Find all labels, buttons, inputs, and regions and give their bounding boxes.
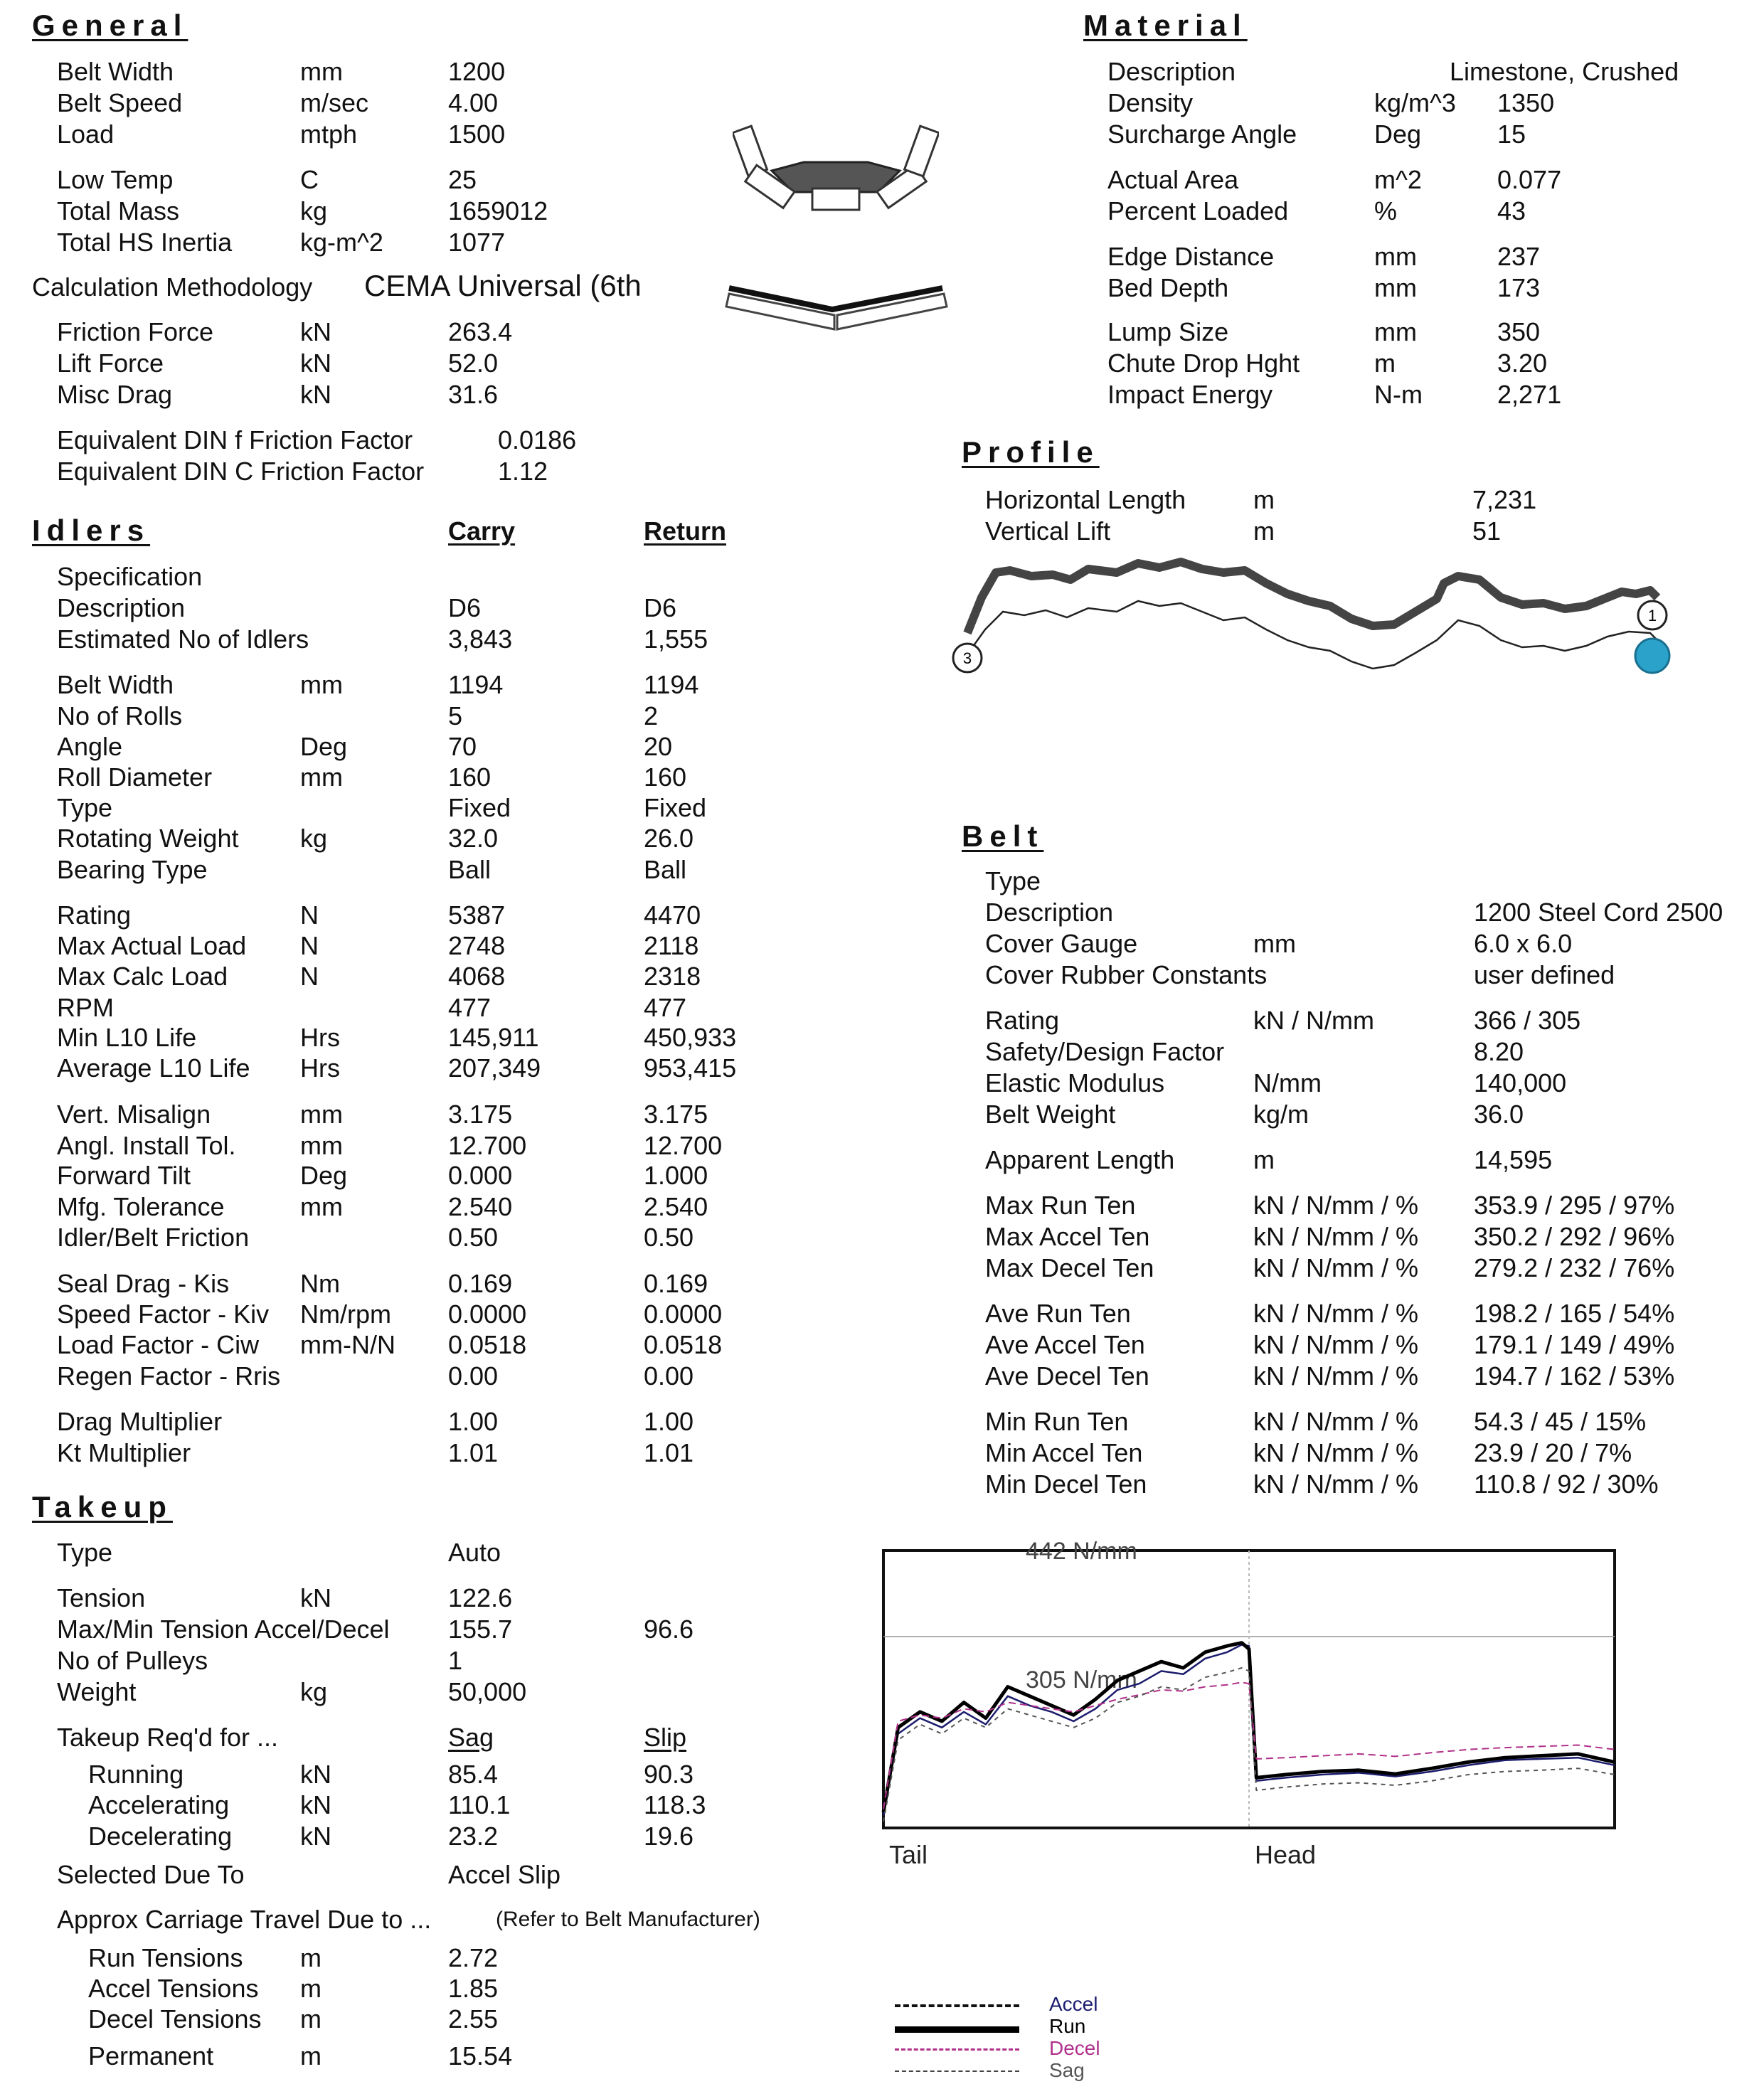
idler-row-label: Vert. Misalign [57, 1100, 211, 1129]
belt-row-value: 353.9 / 295 / 97% [1474, 1191, 1675, 1220]
general-row-label: Low Temp [57, 165, 174, 194]
travel-row-unit: m [300, 1943, 322, 1972]
idler-row-label: Regen Factor - Rris [57, 1361, 281, 1391]
belt-row-label: Ave Accel Ten [985, 1330, 1145, 1359]
takeup-row-unit: kN [300, 1583, 331, 1612]
material-row-label: Chute Drop Hght [1107, 349, 1300, 378]
legend-label-sag: Sag [1049, 2059, 1085, 2081]
general-row-unit: kg-m^2 [300, 228, 383, 257]
idler-row-value2: 2 [644, 701, 659, 730]
takeup-row-unit: kg [300, 1677, 328, 1706]
idler-row-value2: 26.0 [644, 824, 694, 853]
idler-row-value: 477 [448, 993, 492, 1022]
belt-row-value: 279.2 / 232 / 76% [1474, 1253, 1675, 1282]
selected-label: Selected Due To [57, 1860, 245, 1889]
x-tick-label: Tail [889, 1840, 928, 1864]
idler-row-value: 1194 [448, 670, 504, 699]
material-row-label: Description [1107, 57, 1236, 86]
idler-row-unit: Deg [300, 1161, 348, 1190]
material-row-unit: m^2 [1374, 165, 1422, 194]
idler-row-value2: 1.000 [644, 1161, 708, 1190]
idler-row-value2: 0.50 [644, 1223, 694, 1252]
general-row-value: 25 [448, 165, 477, 194]
idler-row-value: 0.50 [448, 1223, 499, 1252]
belt-row-unit: kN / N/mm / % [1253, 1253, 1418, 1282]
idler-row-unit: Nm/rpm [300, 1299, 391, 1329]
general-row-label: Belt Width [57, 57, 174, 86]
belt-row-label: Elastic Modulus [985, 1068, 1165, 1097]
idler-row-label: Estimated No of Idlers [57, 624, 309, 654]
belt-row-unit: N/mm [1253, 1068, 1322, 1097]
belt-row-label: Belt Weight [985, 1100, 1116, 1129]
force-row-label: Friction Force [57, 317, 214, 346]
takeup-row-value2: 96.6 [644, 1615, 694, 1644]
travel-row-unit: m [300, 2041, 322, 2070]
material-row-label: Percent Loaded [1107, 196, 1289, 225]
travel-row-label: Run Tensions [88, 1943, 243, 1972]
idler-row-label: Bearing Type [57, 855, 208, 884]
travel-row-label: Decel Tensions [88, 2004, 262, 2034]
belt-row-label: Description [985, 898, 1114, 927]
travel-note: (Refer to Belt Manufacturer) [496, 1908, 760, 1931]
general-row-label: Load [57, 119, 115, 149]
travel-row-label: Permanent [88, 2041, 214, 2070]
general-row-value: 1500 [448, 119, 506, 149]
idler-row-value2: 0.0518 [644, 1330, 723, 1359]
material-row-value: 15 [1497, 119, 1526, 149]
idler-row-unit: N [300, 931, 319, 960]
material-row-label: Lump Size [1107, 317, 1229, 346]
travel-row-value: 1.85 [448, 1974, 499, 2003]
carry-header: Carry [448, 516, 516, 546]
idler-row-value: D6 [448, 593, 482, 622]
drive-pulley-marker [1635, 639, 1669, 673]
idler-row-unit: Nm [300, 1269, 340, 1298]
profile-row-label: Horizontal Length [985, 485, 1186, 514]
idler-row-value2: 450,933 [644, 1023, 737, 1052]
idler-row-unit: Hrs [300, 1023, 340, 1052]
belt-row-label: Max Accel Ten [985, 1222, 1150, 1251]
general-row-label: Total HS Inertia [57, 228, 233, 257]
force-row-unit: kN [300, 317, 331, 346]
takeup-req-row-unit: kN [300, 1790, 331, 1819]
takeup-row-value: 50,000 [448, 1677, 527, 1706]
takeup-req-row-value: 110.1 [448, 1790, 511, 1819]
general-title: General [32, 9, 188, 42]
takeup-req-row-label: Accelerating [88, 1790, 230, 1819]
force-row-value: 52.0 [448, 349, 499, 378]
idler-row-value: 0.00 [448, 1361, 499, 1391]
legend-label-decel: Decel [1049, 2037, 1100, 2059]
selected-value: Accel Slip [448, 1860, 561, 1889]
material-row-label: Bed Depth [1107, 273, 1229, 302]
force-row-label: Lift Force [57, 349, 164, 378]
general-row-unit: m/sec [300, 88, 369, 117]
idler-row-value2: 160 [644, 762, 687, 792]
idler-row-label: Min L10 Life [57, 1023, 197, 1052]
profile-title: Profile [962, 435, 1100, 469]
idler-row-value: 1.01 [448, 1438, 499, 1467]
slip-header: Slip [644, 1723, 687, 1752]
takeup-title: Takeup [32, 1490, 173, 1524]
idler-row-unit: mm [300, 1100, 343, 1129]
idler-row-value2: 0.169 [644, 1269, 708, 1298]
idler-row-unit: mm [300, 762, 343, 792]
idler-row-label: Kt Multiplier [57, 1438, 191, 1467]
belt-row-value: 179.1 / 149 / 49% [1474, 1330, 1675, 1359]
idler-row-value: 5 [448, 701, 463, 730]
idler-row-value2: D6 [644, 593, 677, 622]
idler-row-label: Angl. Install Tol. [57, 1131, 236, 1160]
profile-row-label: Vertical Lift [985, 516, 1111, 546]
idler-row-label: Max Actual Load [57, 931, 247, 960]
belt-row-value: 110.8 / 92 / 30% [1474, 1469, 1659, 1499]
force-row-label: Misc Drag [57, 380, 173, 409]
belt-row-unit: kN / N/mm [1253, 1006, 1374, 1035]
idler-row-value: 70 [448, 732, 477, 761]
idler-row-value: 32.0 [448, 824, 499, 853]
force-row-value: 31.6 [448, 380, 499, 409]
idler-row-unit: mm [300, 1131, 343, 1160]
belt-row-unit: kN / N/mm / % [1253, 1191, 1418, 1220]
reference-label: 305 N/mm [1026, 1666, 1137, 1694]
takeup-row-label: Max/Min Tension Accel/Decel [57, 1615, 390, 1644]
idler-row-label: Max Calc Load [57, 962, 228, 991]
takeup-row-label: Tension [57, 1583, 146, 1612]
idler-row-label: Seal Drag - Kis [57, 1269, 230, 1298]
belt-row-label: Safety/Design Factor [985, 1037, 1225, 1066]
idler-row-label: Belt Width [57, 670, 174, 699]
travel-row-value: 2.55 [448, 2004, 499, 2034]
takeup-row-label: No of Pulleys [57, 1646, 208, 1675]
idler-row-unit: kg [300, 824, 328, 853]
reference-label: 442 N/mm [1026, 1538, 1137, 1565]
return-idler-diagram [722, 274, 950, 331]
belt-row-value: 23.9 / 20 / 7% [1474, 1438, 1632, 1467]
idler-row-value2: Fixed [644, 793, 707, 822]
material-row-label: Density [1107, 88, 1194, 117]
belt-row-label: Cover Rubber Constants [985, 960, 1268, 989]
general-row-unit: kg [300, 196, 328, 225]
din-row-unit: 0.0186 [498, 425, 577, 454]
material-row-label: Impact Energy [1107, 380, 1273, 409]
idler-row-label: Forward Tilt [57, 1161, 191, 1190]
idler-row-value2: 477 [644, 993, 687, 1022]
idler-row-value: 160 [448, 762, 492, 792]
takeup-req-row-value: 85.4 [448, 1760, 499, 1789]
belt-row-value: 1200 Steel Cord 2500 [1474, 898, 1723, 927]
idler-row-value2: 1.00 [644, 1407, 694, 1436]
profile-row-unit: m [1253, 516, 1275, 546]
idler-row-unit: N [300, 900, 319, 930]
idler-row-label: Average L10 Life [57, 1053, 250, 1083]
profile-marker-1-label: 1 [1647, 607, 1657, 624]
material-row-value: 173 [1497, 273, 1541, 302]
profile-belt-top [967, 562, 1657, 633]
travel-row-value: 15.54 [448, 2041, 513, 2070]
idler-row-value2: 20 [644, 732, 673, 761]
material-row-unit: kg/m^3 [1374, 88, 1456, 117]
din-row-unit: 1.12 [498, 457, 548, 486]
belt-row-unit: kg/m [1253, 1100, 1309, 1129]
idler-row-value2: 0.00 [644, 1361, 694, 1391]
idler-row-value: 0.169 [448, 1269, 513, 1298]
profile-belt-bottom [967, 601, 1657, 669]
belt-row-unit: kN / N/mm / % [1253, 1222, 1418, 1251]
belt-row-value: 350.2 / 292 / 96% [1474, 1222, 1675, 1251]
idler-row-label: Mfg. Tolerance [57, 1192, 225, 1221]
material-row-unit: mm [1374, 317, 1417, 346]
idler-row-value2: 2318 [644, 962, 701, 991]
idler-row-label: Rotating Weight [57, 824, 239, 853]
idler-row-label: Specification [57, 562, 203, 591]
idler-row-value2: 953,415 [644, 1053, 737, 1083]
material-title: Material [1083, 9, 1248, 42]
material-row-value: 2,271 [1497, 380, 1562, 409]
belt-row-unit: mm [1253, 929, 1296, 958]
idler-row-value: 3.175 [448, 1100, 513, 1129]
din-row-label: Equivalent DIN f Friction Factor [57, 425, 413, 454]
travel-label: Approx Carriage Travel Due to ... [57, 1905, 432, 1934]
idler-row-value: 5387 [448, 900, 506, 930]
material-row-value: Limestone, Crushed [1450, 57, 1679, 86]
idler-row-value: 207,349 [448, 1053, 541, 1083]
takeup-row-value: 1 [448, 1646, 463, 1675]
takeup-row-label: Weight [57, 1677, 137, 1706]
idler-row-label: Angle [57, 732, 123, 761]
belt-row-label: Apparent Length [985, 1145, 1175, 1174]
material-row-value: 237 [1497, 242, 1541, 271]
idler-row-value: Ball [448, 855, 492, 884]
idler-row-label: Roll Diameter [57, 762, 213, 792]
force-row-value: 263.4 [448, 317, 513, 346]
force-row-unit: kN [300, 349, 331, 378]
travel-row-value: 2.72 [448, 1943, 499, 1972]
idler-row-value2: 2.540 [644, 1192, 708, 1221]
idler-row-value: 1.00 [448, 1407, 499, 1436]
idler-row-value2: 0.0000 [644, 1299, 723, 1329]
material-row-unit: mm [1374, 273, 1417, 302]
belt-row-value: 194.7 / 162 / 53% [1474, 1361, 1675, 1391]
material-row-unit: mm [1374, 242, 1417, 271]
travel-row-unit: m [300, 1974, 322, 2003]
takeup-req-row-label: Running [88, 1760, 184, 1789]
belt-row-value: 54.3 / 45 / 15% [1474, 1407, 1647, 1436]
belt-row-label: Max Decel Ten [985, 1253, 1154, 1282]
belt-row-unit: m [1253, 1145, 1275, 1174]
idler-row-value: 0.000 [448, 1161, 513, 1190]
idler-row-value: 2748 [448, 931, 506, 960]
material-row-label: Actual Area [1107, 165, 1239, 194]
belt-row-label: Cover Gauge [985, 929, 1138, 958]
belt-row-label: Ave Decel Ten [985, 1361, 1149, 1391]
material-row-value: 43 [1497, 196, 1526, 225]
idler-row-value: 0.0518 [448, 1330, 527, 1359]
material-row-unit: Deg [1374, 119, 1422, 149]
method-value: CEMA Universal (6th [364, 269, 642, 302]
material-row-value: 350 [1497, 317, 1541, 346]
legend-label-run: Run [1049, 2015, 1086, 2037]
belt-row-value: 140,000 [1474, 1068, 1567, 1097]
material-row-label: Edge Distance [1107, 242, 1275, 271]
general-row-unit: mtph [300, 119, 358, 149]
idler-row-value2: 4470 [644, 900, 701, 930]
idler-row-value: 4068 [448, 962, 506, 991]
belt-tension-chart [875, 1536, 1657, 1864]
legend-label-accel: Accel [1049, 1993, 1098, 2015]
profile-graphic [946, 541, 1679, 683]
idler-row-unit: Deg [300, 732, 348, 761]
x-tick-label: Head [1255, 1840, 1317, 1864]
material-row-value: 3.20 [1497, 349, 1548, 378]
profile-row-value: 7,231 [1472, 485, 1537, 514]
idler-row-label: Speed Factor - Kiv [57, 1299, 270, 1329]
return-header: Return [644, 516, 726, 546]
takeup-row-value: 122.6 [448, 1583, 513, 1612]
belt-row-label: Min Run Ten [985, 1407, 1129, 1436]
takeup-row-label: Type [57, 1538, 113, 1567]
idler-row-value: Fixed [448, 793, 511, 822]
idler-row-value2: 1.01 [644, 1438, 694, 1467]
belt-row-value: 366 / 305 [1474, 1006, 1581, 1035]
belt-row-value: 14,595 [1474, 1145, 1553, 1174]
belt-row-value: 6.0 x 6.0 [1474, 929, 1573, 958]
general-row-value: 1077 [448, 228, 506, 257]
general-row-unit: mm [300, 57, 343, 86]
belt-row-unit: kN / N/mm / % [1253, 1438, 1418, 1467]
general-row-label: Total Mass [57, 196, 180, 225]
idler-row-value2: 12.700 [644, 1131, 723, 1160]
material-row-unit: m [1374, 349, 1396, 378]
general-row-value: 1200 [448, 57, 506, 86]
belt-row-unit: kN / N/mm / % [1253, 1407, 1418, 1436]
belt-row-label: Max Run Ten [985, 1191, 1136, 1220]
belt-row-label: Rating [985, 1006, 1060, 1035]
idler-row-value2: 2118 [644, 931, 699, 960]
sag-header: Sag [448, 1723, 494, 1752]
general-row-value: 1659012 [448, 196, 548, 225]
idler-row-label: Idler/Belt Friction [57, 1223, 250, 1252]
idler-row-unit: mm-N/N [300, 1330, 395, 1359]
general-row-label: Belt Speed [57, 88, 183, 117]
idler-row-value: 145,911 [448, 1023, 539, 1052]
travel-row-unit: m [300, 2004, 322, 2034]
takeup-req-row-value2: 118.3 [644, 1790, 706, 1819]
general-row-unit: C [300, 165, 319, 194]
idler-row-value: 2.540 [448, 1192, 513, 1221]
profile-row-unit: m [1253, 485, 1275, 514]
belt-row-label: Ave Run Ten [985, 1299, 1131, 1328]
force-row-unit: kN [300, 380, 331, 409]
general-row-value: 4.00 [448, 88, 499, 117]
takeup-reqd-label: Takeup Req'd for ... [57, 1723, 279, 1752]
idler-row-label: Load Factor - Ciw [57, 1330, 260, 1359]
din-row-label: Equivalent DIN C Friction Factor [57, 457, 425, 486]
belt-row-value: user defined [1474, 960, 1615, 989]
belt-title: Belt [962, 819, 1044, 853]
idler-row-unit: mm [300, 1192, 343, 1221]
takeup-req-row-label: Decelerating [88, 1822, 233, 1851]
profile-marker-3-label: 3 [962, 649, 972, 667]
belt-row-unit: kN / N/mm / % [1253, 1299, 1418, 1328]
material-row-value: 1350 [1497, 88, 1555, 117]
idler-row-value2: 1194 [644, 670, 699, 699]
method-label: Calculation Methodology [32, 272, 313, 302]
legend-swatch-accel [895, 2004, 1019, 2007]
material-row-unit: % [1374, 196, 1398, 225]
takeup-req-row-value: 23.2 [448, 1822, 499, 1851]
idler-row-unit: N [300, 962, 319, 991]
idler-row-value: 0.0000 [448, 1299, 527, 1329]
idler-row-label: Drag Multiplier [57, 1407, 223, 1436]
idler-row-unit: Hrs [300, 1053, 340, 1083]
belt-row-label: Type [985, 866, 1041, 895]
belt-row-label: Min Accel Ten [985, 1438, 1143, 1467]
material-row-unit: N-m [1374, 380, 1423, 409]
idler-row-label: Rating [57, 900, 132, 930]
belt-row-value: 198.2 / 165 / 54% [1474, 1299, 1675, 1328]
material-row-value: 0.077 [1497, 165, 1562, 194]
belt-row-unit: kN / N/mm / % [1253, 1361, 1418, 1391]
belt-row-value: 8.20 [1474, 1037, 1524, 1066]
material-row-label: Surcharge Angle [1107, 119, 1297, 149]
belt-row-value: 36.0 [1474, 1100, 1524, 1129]
carry-idler-diagram [733, 121, 939, 228]
takeup-req-row-value2: 19.6 [644, 1822, 694, 1851]
legend-swatch-decel [895, 2048, 1019, 2051]
idlers-title: Idlers [32, 514, 151, 547]
takeup-row-value: Auto [448, 1538, 501, 1567]
legend-swatch-run [895, 2026, 1019, 2033]
profile-row-value: 51 [1472, 516, 1502, 546]
idler-row-label: No of Rolls [57, 701, 183, 730]
takeup-row-value: 155.7 [448, 1615, 513, 1644]
idler-row-label: RPM [57, 993, 114, 1022]
travel-row-label: Accel Tensions [88, 1974, 259, 2003]
idler-row-value2: 1,555 [644, 624, 708, 654]
idler-row-label: Type [57, 793, 113, 822]
idler-row-value: 3,843 [448, 624, 513, 654]
legend-swatch-sag [895, 2070, 1019, 2072]
belt-row-unit: kN / N/mm / % [1253, 1330, 1418, 1359]
takeup-req-row-value2: 90.3 [644, 1760, 694, 1789]
idler-row-value2: Ball [644, 855, 687, 884]
belt-row-label: Min Decel Ten [985, 1469, 1147, 1499]
belt-row-unit: kN / N/mm / % [1253, 1469, 1418, 1499]
idler-row-label: Description [57, 593, 186, 622]
idler-row-value2: 3.175 [644, 1100, 708, 1129]
idler-row-unit: mm [300, 670, 343, 699]
takeup-req-row-unit: kN [300, 1760, 331, 1789]
idler-row-value: 12.700 [448, 1131, 527, 1160]
takeup-req-row-unit: kN [300, 1822, 331, 1851]
